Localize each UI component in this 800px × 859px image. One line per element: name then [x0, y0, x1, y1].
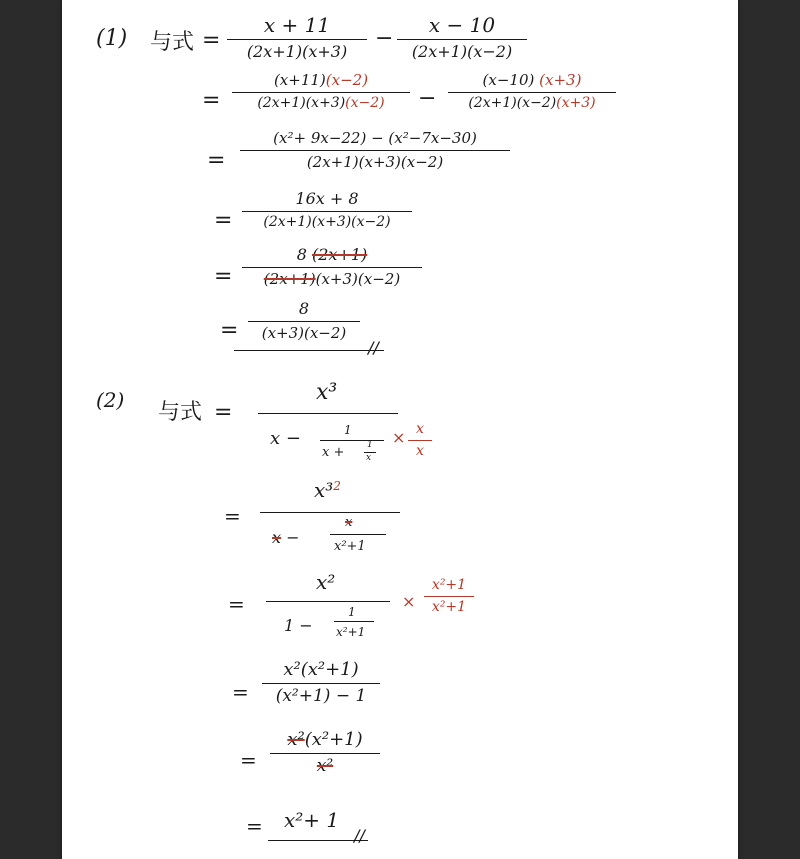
numerator-cancelled: (2x+1) [312, 245, 368, 264]
equals-sign: = [214, 208, 233, 233]
red-multiplier-fraction [424, 578, 474, 616]
equals-sign: = [202, 28, 221, 53]
numerator: x² [316, 570, 336, 594]
end-mark: // [368, 338, 379, 357]
fraction-2b [448, 72, 616, 111]
denominator: (x+3)(x−2) [315, 269, 401, 288]
numerator: x − 10 [428, 13, 496, 37]
numerator-cancelled: x² [287, 729, 305, 750]
fraction-bar [424, 596, 474, 597]
numerator: x²(x²+1) [283, 659, 359, 680]
numerator-base: x³ [314, 478, 334, 502]
fraction-1a [227, 14, 367, 61]
fraction-1b [397, 14, 527, 61]
viewer-left-margin [0, 0, 62, 859]
numerator [314, 480, 341, 500]
equals-sign: = [228, 592, 245, 616]
denominator: x²+1 [431, 599, 467, 616]
fraction-bar [227, 39, 367, 40]
equals-sign: = [232, 680, 249, 704]
denominator-red: (x+3) [556, 94, 596, 111]
denominator-cancelled: (2x+1) [263, 269, 316, 288]
denominator: (x²+1) − 1 [275, 685, 367, 706]
numerator: x + 11 [263, 13, 331, 37]
numerator: (x²+1) [304, 729, 363, 750]
document-page [62, 0, 738, 859]
inner-fraction-bar [330, 534, 386, 535]
inner-numerator: 1 [344, 423, 352, 437]
inner-denominator: x + [322, 445, 345, 460]
final-answer: x²+ 1 [284, 808, 340, 832]
inner-numerator: 1 [348, 605, 356, 619]
fraction-2a [232, 72, 410, 111]
fraction-p2-4 [262, 660, 380, 705]
numerator: 8 [298, 299, 310, 318]
fraction-bar [262, 683, 380, 684]
fraction-p2-5 [270, 730, 380, 775]
fraction-bar [270, 753, 380, 754]
denominator: (2x+1)(x−2) [468, 94, 557, 111]
denominator-cancelled: x [272, 528, 282, 547]
denominator: (x+3)(x−2) [261, 323, 347, 342]
fraction-bar [448, 92, 616, 93]
fraction-bar [258, 413, 398, 414]
denominator-left: 1 − [284, 616, 313, 635]
minus-sign: − [286, 528, 300, 547]
times-sign-red: × [392, 428, 406, 447]
numerator: x [416, 421, 424, 437]
denominator: (2x+1)(x+3) [246, 42, 348, 61]
minus-sign: − [375, 26, 394, 51]
denominator: (2x+1)(x−2) [411, 42, 513, 61]
equals-sign: = [214, 400, 233, 425]
inner-denominator: x²+1 [334, 539, 366, 554]
denominator: x [416, 443, 424, 460]
numerator: (x+11) [273, 71, 326, 89]
problem-1-label: (1) [96, 26, 128, 51]
equals-sign: = [220, 318, 239, 343]
nested-denominator: x [366, 453, 372, 463]
equals-sign: = [224, 504, 241, 528]
numerator-exponent-red: 2 [333, 479, 341, 493]
denominator-cancelled: x² [316, 755, 334, 776]
denominator: (2x+1)(x+3) [257, 94, 346, 111]
denominator-red: (x−2) [345, 94, 385, 111]
fraction-bar [260, 512, 400, 513]
fraction-bar [248, 321, 360, 322]
end-mark: // [354, 826, 365, 845]
problem-2-label: (2) [96, 388, 125, 412]
numerator: 16x + 8 [295, 189, 359, 208]
fraction-bar [240, 150, 510, 151]
inner-fraction-bar [320, 440, 384, 441]
numerator: (x−10) [482, 71, 535, 89]
fraction-3 [240, 130, 510, 170]
red-multiplier-fraction [408, 422, 432, 460]
fraction-bar [266, 601, 390, 602]
numerator-red: (x+3) [539, 71, 582, 89]
denominator: (2x+1)(x+3)(x−2) [263, 213, 391, 230]
fraction-bar [232, 92, 410, 93]
fraction-4 [242, 190, 412, 230]
inner-fraction-bar [334, 621, 374, 622]
minus-sign: − [418, 86, 437, 111]
times-sign-red: × [402, 592, 416, 611]
numerator: x³ [316, 380, 338, 405]
fraction-bar [397, 39, 527, 40]
fraction-5 [242, 246, 422, 287]
numerator-red: (x−2) [325, 71, 369, 89]
denominator-left: x − [270, 428, 301, 449]
inner-denominator: x²+1 [336, 625, 366, 639]
viewer-right-margin [738, 0, 800, 859]
fraction-6 [248, 300, 360, 341]
answer-underline [234, 350, 384, 351]
problem-1-lhs: 与式 [150, 30, 195, 55]
numerator: (x²+ 9x−22) − (x²−7x−30) [273, 129, 477, 147]
nested-numerator: 1 [367, 440, 373, 450]
equals-sign: = [240, 748, 257, 772]
problem-2-lhs: 与式 [158, 400, 203, 425]
inner-numerator-cancelled: x [345, 515, 353, 530]
fraction-bar [242, 211, 412, 212]
numerator: 8 [296, 245, 307, 264]
answer-underline [268, 840, 368, 841]
denominator: (2x+1)(x+3)(x−2) [306, 152, 444, 171]
fraction-bar [408, 440, 432, 441]
equals-sign: = [246, 814, 263, 838]
equals-sign: = [214, 264, 233, 289]
equals-sign: = [207, 148, 226, 173]
equals-sign: = [202, 88, 221, 113]
numerator: x²+1 [431, 577, 467, 593]
fraction-bar [242, 267, 422, 268]
